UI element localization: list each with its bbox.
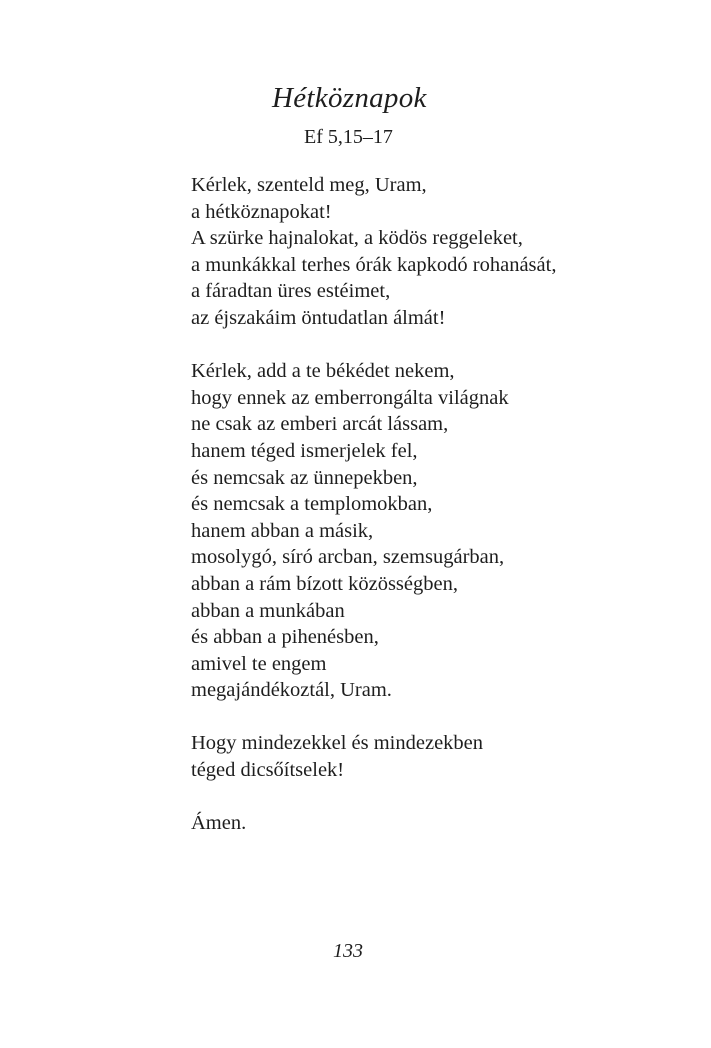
bible-reference: Ef 5,15–17 <box>304 126 393 148</box>
poem-line: az éjszakáim öntudatlan álmát! <box>191 306 446 329</box>
poem-line: a hétköznapokat! <box>191 200 332 223</box>
poem-line: a munkákkal terhes órák kapkodó rohanását, <box>191 253 557 276</box>
stanza-3 <box>191 730 556 783</box>
poem-line: téged dicsőítselek! <box>191 759 345 782</box>
stanza-2 <box>191 358 556 704</box>
stanza-4 <box>191 810 556 837</box>
poem-line: és nemcsak az ünnepekben, <box>191 466 418 489</box>
page-number: 133 <box>333 940 363 962</box>
poem-line: Kérlek, szenteld meg, Uram, <box>191 174 427 196</box>
poem-line: és abban a pihenésben, <box>191 626 379 649</box>
poem-line: mosolygó, síró arcban, szemsugárban, <box>191 546 505 569</box>
poem-line: abban a munkában <box>191 599 345 622</box>
poem-line: hogy ennek az emberrongálta világnak <box>191 386 509 409</box>
poem-line: hanem abban a másik, <box>191 519 374 542</box>
poem-line: abban a rám bízott közösségben, <box>191 572 458 595</box>
poem-title: Hétköznapok <box>272 82 427 114</box>
poem-line: amivel te engem <box>191 652 327 675</box>
poem-line: és nemcsak a templomokban, <box>191 493 433 516</box>
poem-line: ne csak az emberi arcát lássam, <box>191 413 449 436</box>
poem-line: Hogy mindezekkel és mindezekben <box>191 732 484 755</box>
poem-line: a fáradtan üres estéimet, <box>191 280 391 303</box>
poem-line: Kérlek, add a te békédet nekem, <box>191 360 455 383</box>
stanza-1 <box>191 172 556 332</box>
poem-line: Ámen. <box>191 812 247 835</box>
poem-line: megajándékoztál, Uram. <box>191 679 392 702</box>
poem-body <box>191 172 556 863</box>
poem-line: A szürke hajnalokat, a ködös reggeleket, <box>191 227 523 250</box>
poem-line: hanem téged ismerjelek fel, <box>191 439 418 462</box>
